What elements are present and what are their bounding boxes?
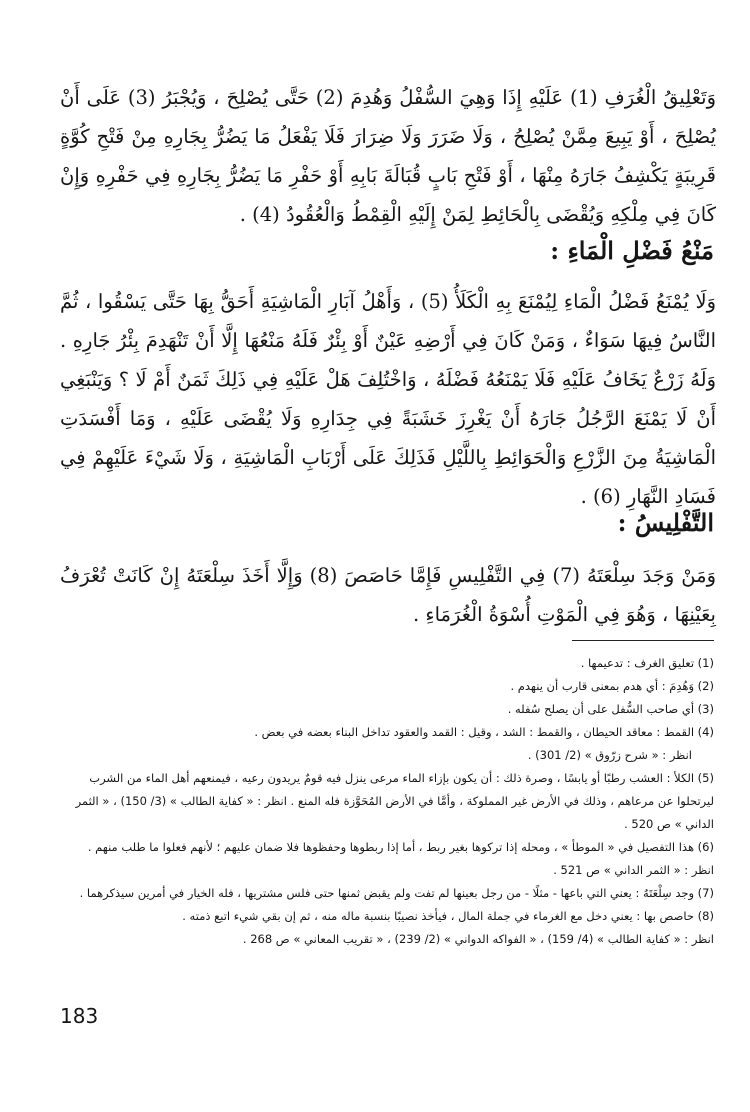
paragraph-water-surplus: وَلَا يُمْنَعُ فَضْلُ الْمَاءِ لِيُمْنَعَ بِهِ الْكَلَأُ (5) ، وَأَهْلُ آبَارِ الْمَاشِيَةِ أَحَقُّ بِهَا حَتَّى يَسْقُوا ، ثُمَّ النَّاسُ فِيهَا سَوَاءٌ ، وَمَنْ كَانَ فِي أَرْضِهِ عَيْنٌ أَوْ بِئْرٌ فَلَهُ مَنْعُهَا إِلَّا أَنْ تَنْهَدِمَ بِئْرُ جَارِهِ . وَلَهُ زَرْعٌ يَخَافُ عَلَيْهِ فَلَا يَمْنَعُهُ فَضْلَهُ ، وَاخْتُلِفَ هَلْ عَلَيْهِ فِي ذَلِكَ ثَمَنٌ أَمْ لَا ؟ وَيَنْبَغِي أَنْ لَا يَمْنَعَ الرَّجُلُ جَارَهُ أَنْ يَغْرِزَ خَشَبَةً فِي جِدَارِهِ وَلَا يُقْضَى عَلَيْهِ ، وَمَا أَفْسَدَتِ الْمَاشِيَةُ مِنَ الزَّرْعِ وَالْحَوَائِطِ بِاللَّيْلِ فَذَلِكَ عَلَى أَرْبَابِ الْمَاشِيَةِ ، وَلَا شَيْءَ عَلَيْهِمْ فِي فَسَادِ النَّهَارِ (6) .	[60, 290, 716, 508]
footnote-4: (4) القمط : معاقد الحيطان ، والقمط : الشد ، وقيل : القمد والعقود تداخل البناء بعضه في بعض .	[254, 725, 714, 739]
footnote-6: (6) هذا التفصيل في « الموطأ » ، ومحله إذا تركوها بغير ربط ، أما إذا ربطوها وحفظوها فلا ضمان عليهم ؛ لأنهم فعلوا ما طلب منهم . انظر : « الثمر الداني » ص 521 .	[87, 840, 714, 877]
footnote-divider	[572, 640, 714, 641]
footnote-3: (3) أي صاحب السُّفل على أن يصلح سُفله .	[507, 702, 714, 716]
footnote-4-reference: انظر : « شرح زرّوق » (2/ 301) .	[527, 748, 692, 762]
footnote-7: (7) وجد سِلْعَتَهُ : يعني التي باعها - مثلًا - من رجل بعينها لم تفت ولم يقبض ثمنها حتى فلس مشتريها ، فله الخيار في أمرين سيذكرهما .	[79, 886, 714, 900]
footnote-8-reference: انظر : « كفاية الطالب » (4/ 159) ، « الفواكه الدواني » (2/ 239) ، « تقريب المعاني » ص 268 .	[242, 932, 714, 946]
paragraph-party-wall: وَتَعْلِيقُ الْغُرَفِ (1) عَلَيْهِ إِذَا وَهِيَ السُّفْلُ وَهُدِمَ (2) حَتَّى يُصْلِحَ ، وَيُجْبَرُ (3) عَلَى أَنْ يُصْلِحَ ، أَوْ يَبِيعَ مِمَّنْ يُصْلِحُ ، وَلَا ضَرَرَ وَلَا ضِرَارَ فَلَا يَفْعَلُ مَا يَضُرُّ بِجَارِهِ مِنْ فَتْحِ كُوَّةٍ قَرِيبَةٍ يَكْشِفُ جَارَهُ مِنْهَا ، أَوْ فَتْحِ بَابٍ قُبَالَةَ بَابِهِ أَوْ حَفْرِ مَا يَضُرُّ بِجَارِهِ فِي حَفْرِهِ وَإِنْ كَانَ فِي مِلْكِهِ وَيُقْضَى بِالْحَائِطِ لِمَنْ إِلَيْهِ الْقِمْطُ وَالْعُقُودُ (4) .	[60, 86, 716, 226]
footnotes	[70, 652, 714, 951]
footnote-5: (5) الكلأ : العشب رطبًا أو يابسًا ، وصرة ذلك : أن يكون بإزاء الماء مرعى ينزل فيه قومٌ يريدون رعيه ، فيمنعهم أهل الماء من الشرب ليرتحلوا عن مرعاهم ، وذلك في الأرض غير المملوكة ، وأمَّا في الأرض المُحَوَّزة فله المنع . انظر : « كفاية الطالب » (3/ 150) ، « الثمر الداني » ص 520 .	[75, 771, 714, 831]
page-number: 183	[60, 1004, 99, 1028]
heading-water-surplus: مَنْعُ فَضْلِ الْمَاءِ :	[550, 236, 714, 265]
heading-bankruptcy: التَّفْلِيسُ :	[617, 508, 714, 537]
footnote-2: (2) وَهُدِمَ : أي هدم بمعنى قارب أن ينهدم .	[510, 679, 714, 693]
footnote-1: (1) تعليق الغرف : تدعيمها .	[580, 656, 714, 670]
paragraph-bankruptcy: وَمَنْ وَجَدَ سِلْعَتَهُ (7) فِي التَّفْلِيسِ فَإِمَّا حَاصَصَ (8) وَإِلَّا أَخَذَ سِلْعَتَهُ إِنْ كَانَتْ تُعْرَفُ بِعَيْنِهَا ، وَهُوَ فِي الْمَوْتِ أُسْوَةُ الْغُرَمَاءِ .	[60, 564, 717, 626]
footnote-8: (8) حاصص بها : يعني دخل مع الغرماء في جملة المال ، فيأخذ نصيبًا بنسبة ماله منه ، ثم إن بقي شيء اتبع ذمته .	[182, 909, 714, 923]
